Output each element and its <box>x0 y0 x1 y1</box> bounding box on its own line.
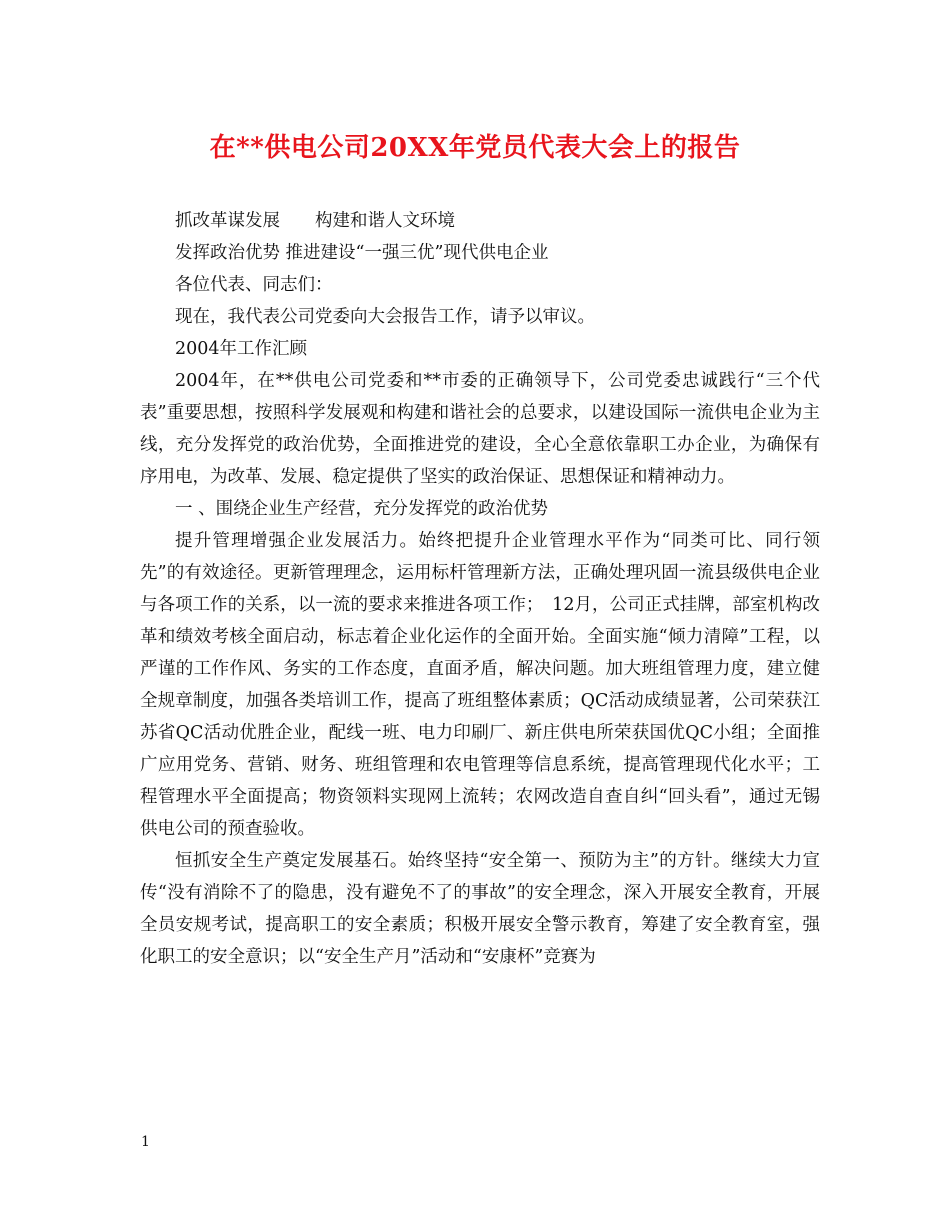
opening-paragraph: 现在，我代表公司党委向大会报告工作，请予以审议。 <box>175 307 595 327</box>
document-title: 在**供电公司20XX年党员代表大会上的报告 <box>209 133 741 163</box>
salutation: 各位代表、同志们： <box>175 275 333 295</box>
safety-paragraph: 恒抓安全生产奠定发展基石。始终坚持“安全第一、预防为主”的方针。继续大力宣传“没有消除不了的隐患，没有避免不了的事故”的安全理念，深入开展安全教育，开展全员安规考试，提高职工的安全素质；积极开展安全警示教育，筹建了安全教育室，强化职工的安全意识；以“安全生产月”活动和“安康杯”竞赛为 <box>140 851 820 967</box>
section-heading-review: 2004年工作汇顾 <box>175 339 308 359</box>
section-heading-1: 一 、围绕企业生产经营，充分发挥党的政治优势 <box>175 499 549 519</box>
document-body <box>140 205 820 973</box>
page-number: 1 <box>141 1134 150 1150</box>
management-paragraph: 提升管理增强企业发展活力。始终把提升企业管理水平作为“同类可比、同行领先”的有效途径。更新管理理念，运用标杆管理新方法，正确处理巩固一流县级供电企业与各项工作的关系，以一流的要求来推进各项工作； 12月，公司正式挂牌，部室机构改革和绩效考核全面启动，标志着企业化运作的全面开始。全面实施“倾力清障”工程，以严谨的工作作风、务实的工作态度，直面矛盾，解决问题。加大班组管理力度，建立健全规章制度，加强各类培训工作，提高了班组整体素质；QC活动成绩显著，公司荣获江苏省QC活动优胜企业，配线一班、电力印刷厂、新庄供电所荣获国优QC小组；全面推广应用党务、营销、财务、班组管理和农电管理等信息系统，提高管理现代化水平；工程管理水平全面提高；物资领料实现网上流转；农网改造自查自纠“回头看”，通过无锡供电公司的预查验收。 <box>140 531 820 839</box>
subtitle-line-1: 抓改革谋发展 构建和谐人文环境 <box>175 211 455 231</box>
review-paragraph: 2004年，在**供电公司党委和**市委的正确领导下，公司党委忠诚践行“三个代表”重要思想，按照科学发展观和构建和谐社会的总要求，以建设国际一流供电企业为主线，充分发挥党的政治优势，全面推进党的建设，全心全意依靠职工办企业，为确保有序用电，为改革、发展、稳定提供了坚实的政治保证、思想保证和精神动力。 <box>140 371 820 487</box>
subtitle-line-2: 发挥政治优势 推进建设“一强三优”现代供电企业 <box>175 243 549 263</box>
